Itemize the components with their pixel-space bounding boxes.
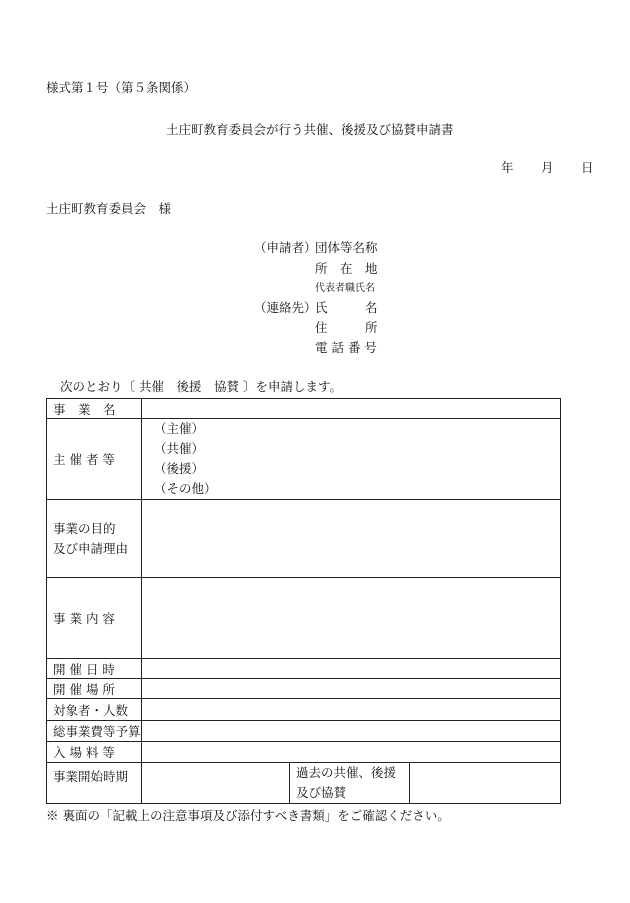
applicant-org-name-label: 団体等名称 bbox=[315, 240, 378, 255]
venue-label: 開 催 場 所 bbox=[47, 679, 142, 699]
row-audience bbox=[47, 699, 561, 721]
contact-name-label: 氏 名 bbox=[315, 300, 378, 315]
applicant-label: （申請者） bbox=[254, 240, 317, 255]
addressee: 土庄町教育委員会 様 bbox=[46, 201, 172, 216]
datetime-field[interactable] bbox=[142, 659, 561, 679]
request-line: 次のとおり〔 共催 後援 協賛 〕を申請します。 bbox=[60, 379, 342, 394]
audience-label: 対象者・人数 bbox=[47, 699, 142, 721]
past-support-field[interactable] bbox=[410, 763, 561, 804]
applicant-address-label: 所 在 地 bbox=[315, 261, 378, 276]
row-admission bbox=[47, 742, 561, 763]
row-venue bbox=[47, 679, 561, 699]
footnote: ※ 裏面の「記載上の注意事項及び添付すべき書類」をご確認ください。 bbox=[46, 808, 450, 823]
admission-field[interactable] bbox=[142, 742, 561, 763]
start-period-field[interactable] bbox=[142, 763, 290, 804]
row-budget bbox=[47, 721, 561, 742]
contact-address-label: 住 所 bbox=[315, 320, 378, 335]
row-organizers bbox=[47, 419, 561, 500]
row-event-name bbox=[47, 399, 561, 419]
application-table bbox=[46, 398, 561, 804]
organizer-support: （後援） bbox=[154, 461, 205, 476]
date-month[interactable]: 月 bbox=[541, 160, 554, 175]
past-support-label bbox=[290, 763, 410, 804]
row-start-period bbox=[47, 763, 561, 804]
event-name-field[interactable] bbox=[142, 399, 561, 419]
purpose-label-line2: 及び申請理由 bbox=[53, 540, 129, 556]
applicant-representative-label: 代表者職氏名 bbox=[315, 283, 375, 294]
start-period-label: 事業開始時期 bbox=[47, 763, 142, 804]
organizer-cohost: （共催） bbox=[154, 441, 205, 456]
content-label: 事 業 内 容 bbox=[47, 578, 142, 659]
date-day[interactable]: 日 bbox=[581, 160, 594, 175]
organizer-other: （その他） bbox=[154, 481, 217, 496]
venue-field[interactable] bbox=[142, 679, 561, 699]
datetime-label: 開 催 日 時 bbox=[47, 659, 142, 679]
content-field[interactable] bbox=[142, 578, 561, 659]
organizer-host: （主催） bbox=[154, 421, 205, 436]
organizers-label: 主 催 者 等 bbox=[47, 419, 142, 500]
row-purpose bbox=[47, 500, 561, 578]
audience-field[interactable] bbox=[142, 699, 561, 721]
purpose-label bbox=[47, 500, 142, 578]
purpose-label-line1: 事業の目的 bbox=[53, 520, 116, 536]
row-datetime bbox=[47, 659, 561, 679]
budget-label: 総事業費等予算 bbox=[47, 721, 142, 742]
organizers-field[interactable] bbox=[142, 419, 561, 500]
date-year[interactable]: 年 bbox=[501, 160, 514, 175]
form-number: 様式第１号（第５条関係） bbox=[46, 80, 197, 95]
admission-label: 入 場 料 等 bbox=[47, 742, 142, 763]
event-name-label: 事 業 名 bbox=[47, 399, 142, 419]
contact-phone-label: 電 話 番 号 bbox=[315, 340, 377, 355]
past-support-label-line2: 及び協賛 bbox=[296, 785, 347, 800]
form-title: 土庄町教育委員会が行う共催、後援及び協賛申請書 bbox=[166, 122, 454, 137]
past-support-label-line1: 過去の共催、後援 bbox=[296, 765, 397, 780]
budget-field[interactable] bbox=[142, 721, 561, 742]
contact-label: （連絡先） bbox=[254, 300, 317, 315]
row-content bbox=[47, 578, 561, 659]
purpose-field[interactable] bbox=[142, 500, 561, 578]
